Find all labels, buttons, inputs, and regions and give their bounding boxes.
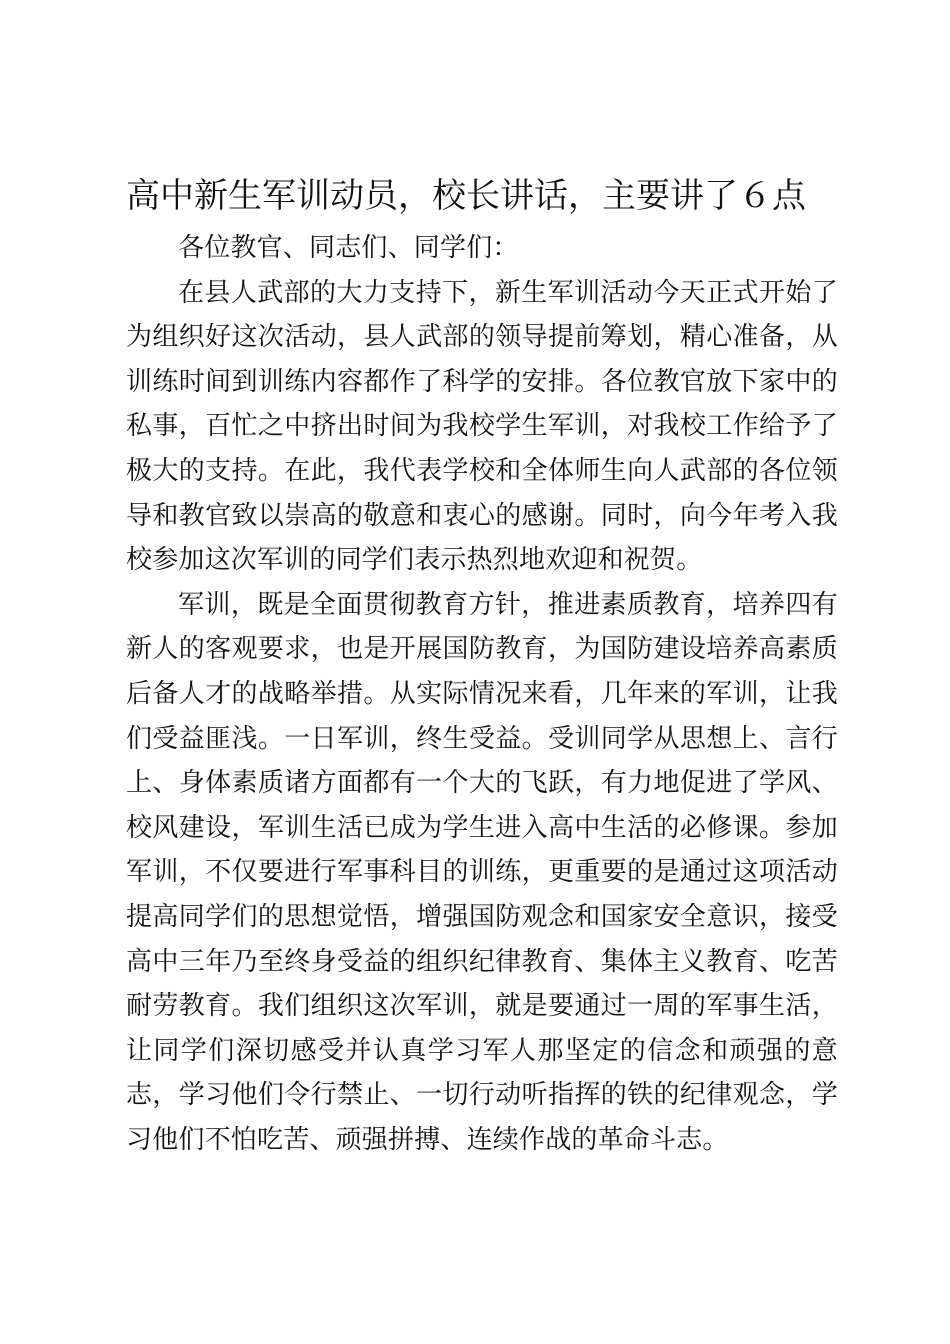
document-body bbox=[126, 226, 838, 1162]
salutation: 各位教官、同志们、同学们： bbox=[178, 233, 519, 263]
paragraph: 在县人武部的大力支持下，新生军训活动今天正式开始了为组织好这次活动，县人武部的领导提前筹划，精心准备，从训练时间到训练内容都作了科学的安排。各位教官放下家中的私事，百忙之中挤出时间为我校学生军训，对我校工作给予了极大的支持。在此，我代表学校和全体师生向人武部的各位领导和教官致以崇高的敬意和衷心的感谢。同时，向今年考入我校参加这次军训的同学们表示热烈地欢迎和祝贺。 bbox=[126, 277, 838, 576]
paragraph: 军训，既是全面贯彻教育方针，推进素质教育，培养四有新人的客观要求，也是开展国防教育，为国防建设培养高素质后备人才的战略举措。从实际情况来看，几年来的军训，让我们受益匪浅。一日军训，终生受益。受训同学从思想上、言行上、身体素质诸方面都有一个大的飞跃，有力地促进了学风、校风建设，军训生活已成为学生进入高中生活的必修课。参加军训，不仅要进行军事科目的训练，更重要的是通过这项活动提高同学们的思想觉悟，增强国防观念和国家安全意识，接受高中三年乃至终身受益的组织纪律教育、集体主义教育、吃苦耐劳教育。我们组织这次军训，就是要通过一周的军事生活，让同学们深切感受并认真学习军人那坚定的信念和顽强的意志，学习他们令行禁止、一切行动听指挥的铁的纪律观念，学习他们不怕吃苦、顽强拼搏、连续作战的革命斗志。 bbox=[126, 589, 838, 1155]
document-title: 高中新生军训动员，校长讲话，主要讲了６点 bbox=[126, 176, 806, 216]
